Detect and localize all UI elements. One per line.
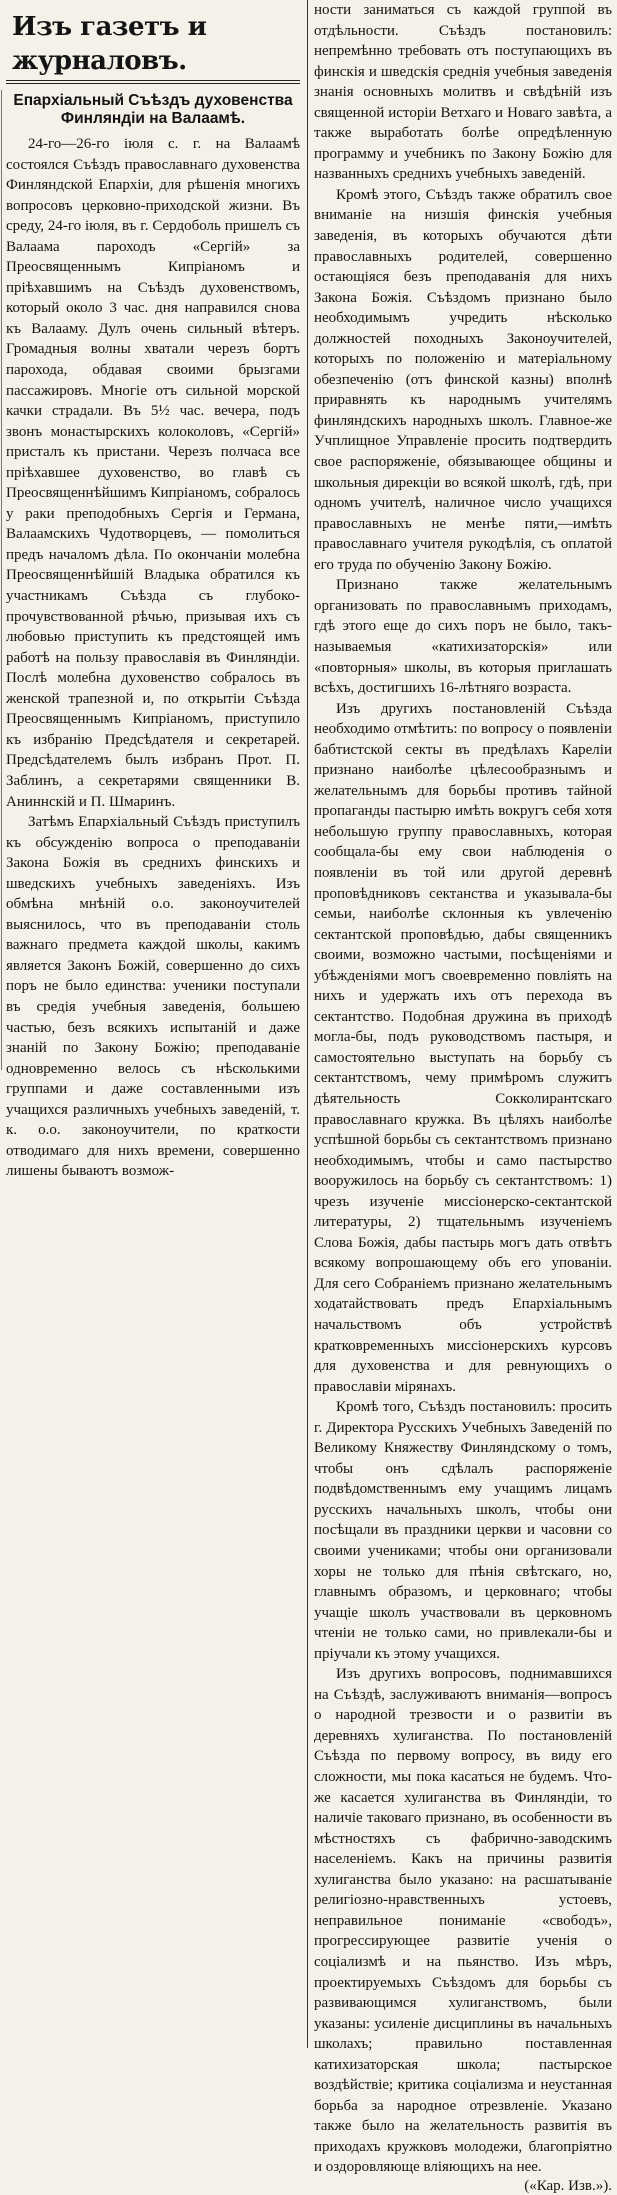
right-column [314, 0, 612, 2194]
article-paragraph: Изъ другихъ вопросовъ, поднимавшихся на Съѣздѣ, заслуживаютъ вниманiя—вопросъ о народной трезвости и о развитiи въ деревняхъ хулиганства. По постановленiй Съѣзда по первому вопросу, въ виду его сложности, мы пока касаться не будемъ. Что-же касается хулиганства въ Финляндiи, то наличiе таковаго признано, въ особенности въ мѣстностяхъ съ фабрично-заводскимъ населенiемъ. Какъ на причины развитiя хулиганства было указано: на расшатыванiе религiозно-нравственныхъ устоевъ, неправильное пониманiе «свободъ», прогрессирующее развитiе ученiя о соцiализмѣ и на пьянство. Изъ мѣръ, проектируемыхъ Съѣздомъ для борьбы съ развивающимся хулиганствомъ, были указаны: усиленiе дисциплины въ начальныхъ школахъ; правильно поставленная катихизаторская школа; пастырское воздѣйствiе; критика соцiализма и неустанная борьба за народное отрезвленiе. Указано также было на желательность развитiя въ приходахъ кружковъ молодежи, благопрiятно и оздоровляюще влiяющихъ на нее. [314, 1666, 612, 2176]
article-heading: Епархiальный Съѣздъ духовенства Финляндiи на Валаамѣ. [13, 92, 293, 127]
source-citation: («Кар. Изв.»). [524, 2177, 612, 2194]
left-margin-rule [1, 90, 2, 1070]
title-rule [6, 80, 300, 84]
article-paragraph: Кромѣ этого, Съѣздъ также обратилъ свое вниманiе на низшiя финскiя учебныя заведенiя, въ которыхъ обучаются дѣти православныхъ родителей, совершенно остающiяся безъ преподаванiя для нихъ Закона Божiя. Съѣздомъ признано было необходимымъ учредить нѣсколько должностей походныхъ Законоучителей, которыхъ по положенiю и матерiальному обезпеченiю (отъ финской казны) вполнѣ приравнять къ народнымъ учителямъ финляндскихъ народныхъ школъ. Главное-же Учплищное Управленiе просить подтвердить свое распоряженiе, обязывающее общины и школьныя дирекцiи во всякой школѣ, гдѣ, при одномъ учителѣ, наличное число учащихся православныхъ не менѣе пяти,—имѣть православнаго учителя рукодѣлiя, съ оплатой его труда по обученiю Закону Божiю. [314, 186, 612, 573]
article-paragraph: Затѣмъ Епархiальный Съѣздъ приступилъ къ обсужденiю вопроса о преподаванiи Закона Божiя въ среднихъ финскихъ и шведскихъ учебныхъ заведенiяхъ. Изъ обмѣна мнѣнiй о.о. законоучителей выяснилось, что въ преподаванiи столь важнаго предмета каждой школы, какимъ является Законъ Божiй, совершенно до сихъ поръ не было единства: ученики поступали въ средiя учебныя заведенiя, большею частью, безъ всякихъ испытанiй и даже знанiй по Закону Божiю; преподаванiе одновременно велось съ нѣсколькими группами и даже составленными изъ учащихся различныхъ учебныхъ заведенiй, т. к. о.о. законоучители, по краткости отводимаго для нихъ времени, совершенно лишены бываютъ возмож- [6, 814, 300, 1180]
section-title: Изъ газетъ и журналовъ. [12, 12, 207, 76]
article-paragraph: Кромѣ того, Съѣздъ постановилъ: просить г. Директора Русскихъ Учебныхъ Заведенiй по Великому Княжеству Финляндскому о томъ, чтобы онъ сдѣлалъ распоряженiе подвѣдомственнымъ ему учащимъ лицамъ русскихъ начальныхъ школъ, чтобы они посѣщали въ праздники церкви и часовни со своими учениками; чтобы они организовали хоры не только для пѣнiя свѣтскаго, но, главнымъ образомъ, и церковнаго; чтобы учащiе школъ участвовали въ церковномъ чтенiи не только сами, но привлекали-бы и прiучали къ этому учащихся. [314, 1399, 612, 1662]
article-paragraph: Изъ другихъ постановленiй Съѣзда необходимо отмѣтить: по вопросу о появленiи бабтистской секты въ предѣлахъ Карелiи признано наиболѣе цѣлесообразнымъ и желательнымъ для борьбы противъ тайной пропаганды пастырю имѣть вокругъ себя хотя небольшую группу православныхъ, которая сообщала-бы ему свои наблюденiя о появленiи въ той или другой деревнѣ проповѣдниковъ сектанства и указывала-бы семьи, наиболѣе склонныя къ увлеченiю сектантской проповѣдью, дабы священникъ своими, возможно частыми, посѣщенiями и убѣжденiями могъ своевременно повлiять на нихъ и удержать ихъ отъ перехода въ сектантство. Подобная дружина въ приходѣ могла-бы, подъ руководствомъ пастыря, и самостоятельно выступать на борьбу съ сектантствомъ, чему примѣромъ служитъ дѣятельность Сокколирантскаго православнаго кружка. Въ цѣляхъ наиболѣе успѣшной борьбы съ сектантствомъ признано необходимымъ, чтобы и само пастырство вооружилось на борьбу съ сектантствомъ: 1) чрезъ изученiе миссiонерско-сектантской литературы, 2) тщательнымъ изученiемъ Слова Божiя, дабы пастырь могъ дать отвѣтъ всякому вопрошающему объ его упованiи. Для сего Собранiемъ признано желательнымъ ходатайствовать предъ Епархiальнымъ начальствомъ объ устройствѣ кратковременныхъ миссiонерскихъ курсовъ для духовенства и для ревнующихъ о православiи мiрянахъ. [314, 700, 612, 1395]
article-paragraph: Признано также желательнымъ организовать по православнымъ приходамъ, гдѣ этого еще до сихъ поръ не было, такъ-называемыя «катихизаторскiя» или «повторныя» школы, въ которыя приглашать всѣхъ, достигшихъ 16-лѣтняго возраста. [314, 577, 612, 697]
column-divider [307, 0, 308, 2048]
left-column [6, 0, 300, 2048]
article-paragraph: ности заниматься съ каждой группой въ отдѣльности. Съѣздъ постановилъ: непремѣнно требовать отъ поступающихъ въ финскiя и шведскiя среднiя учебныя заведенiя знанiя основныхъ молитвъ и свѣдѣнiй изъ священной исторiи Ветхаго и Новаго завѣта, а также выработать болѣе опредѣленную программу и учебникъ по Закону Божiю для названныхъ среднихъ учебныхъ заведенiй. [314, 2, 612, 183]
article-paragraph: 24-го—26-го iюля с. г. на Валаамѣ состоялся Съѣздъ православнаго духовенства Финляндской Епархiи, для рѣшенiя многихъ вопросовъ церковно-приходской жизни. Въ среду, 24-го iюля, въ г. Сердоболь пришелъ съ Валаама пароходъ «Сергiй» за Преосвященнымъ Кипрiаномъ и прiѣхавшимъ на Съѣздъ духовенствомъ, который около 3 час. дня направился снова къ Валааму. Дулъ очень сильный вѣтеръ. Громадныя волны хватали черезъ бортъ парохода, обдавая своими брызгами пассажировъ. Многiе отъ сильной морской качки страдали. Въ 5½ час. вечера, подъ звонъ монастырскихъ колоколовъ, «Сергiй» присталъ къ пристани. Черезъ полчаса все прiѣхавшее духовенство, во главѣ съ Преосвященнѣйшимъ Кипрiаномъ, собралось у раки преподобныхъ Сергiя и Германа, Валаамскихъ Чудотворцевъ, — помолиться предъ началомъ дѣла. По окончанiи молебна Преосвященнѣйшiй Владыка обратился къ участникамъ Съѣзда съ глубоко-прочувствованной рѣчью, призывая ихъ съ любовью приступить къ предстоящей имъ работѣ на пользу православiя въ Финляндiи. Послѣ молебна духовенство собралось въ женской трапезной и, по открытiи Съѣзда Преосвященнымъ Кипрiаномъ, приступило къ избранiю Предсѣдателя и секретарей. Предсѣдателемъ былъ избранъ Прот. П. Заблинъ, а секретарями священники В. Аниннскiй и П. Шмаринъ. [6, 136, 300, 810]
